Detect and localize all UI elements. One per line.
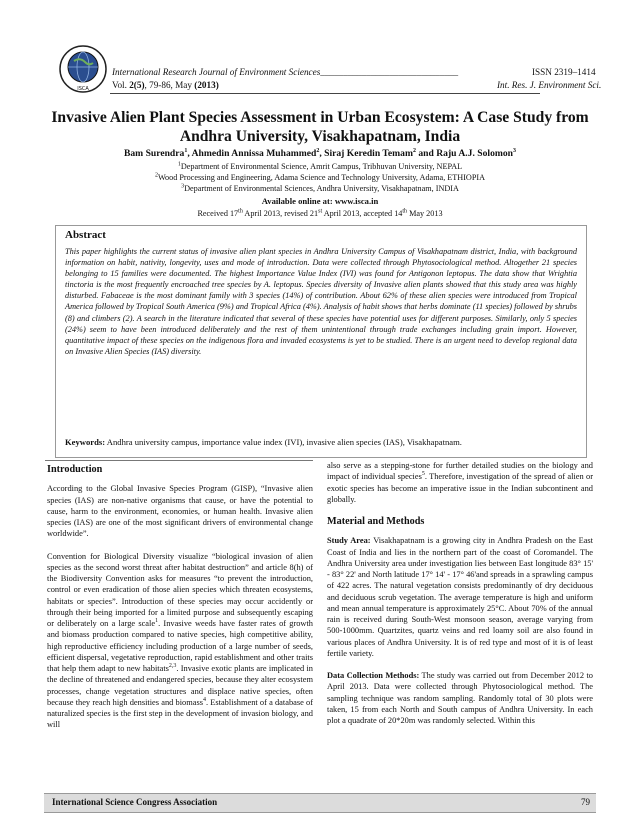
header-divider (110, 93, 540, 94)
author-3-sup: 2 (412, 147, 416, 154)
affiliation-3-sup: 3 (181, 183, 185, 190)
intro-paragraph-1: According to the Global Invasive Species Program (GISP), “Invasive alien species (IAS) are non-native organisms that cause, or have the potential to cause, harm to the environment, economies, or human health. Invasive alien species (IAS) are one of the most significant drivers of environmental change worldwide”. (47, 484, 313, 539)
intro-paragraph-2 (47, 551, 313, 731)
abstract-heading: Abstract (65, 229, 106, 241)
accepted-month: May 2013 (407, 209, 443, 218)
page-number: 79 (581, 797, 590, 807)
affiliation-3-text: Department of Environmental Sciences, Andhra University, Visakhapatnam, INDIA (184, 184, 459, 193)
volume-line (112, 80, 602, 90)
author-list (40, 148, 600, 159)
accepted-date: April 2013, accepted 14 (322, 209, 403, 218)
intro-p2-part-d: . Establishment of a database of naturalized species is the first step in the development of invasion biology, and will (47, 697, 313, 730)
data-collection-text: The study was carried out from December 2012 to April 2013. Data were collected through Phytosociological method. The sampling technique was random sampling. Randomly total of 30 plots were taken, 15 from each North and South campus of Andhra University. In each plot a quadrate of 20*20m was randomly selected. Within this (327, 671, 593, 725)
logo-text: ISCA (77, 86, 89, 92)
intro-p2-part-c: . Invasive exotic plants are implicated in the decline of threatened and endangered species, because they alter ecosystem processes, change vegetation structures and displace native species, often because they reach high densities and biomass (47, 664, 313, 707)
affiliation-1-sup: 1 (177, 161, 181, 168)
affiliation-2-text: Wood Processing and Engineering, Adama Science and Technology University, Adama, ETHIOPIA (157, 173, 486, 182)
citation-5: 5 (421, 471, 425, 478)
affiliation-2-sup: 2 (154, 172, 158, 179)
citation-4: 4 (202, 696, 206, 703)
accepted-sup: th (402, 208, 408, 215)
affiliation-1-text: Department of Environmental Science, Amrit Campus, Tribhuvan University, NEPAL (180, 162, 463, 171)
available-online: Available online at: www.isca.in (261, 196, 379, 206)
author-4-sup: 3 (513, 147, 516, 154)
study-area-label: Study Area: (327, 536, 371, 546)
vol-prefix: Vol. (112, 80, 130, 90)
received-date: Received 17 (197, 209, 239, 218)
revised-date: April 2013, revised 21 (242, 209, 319, 218)
journal-name: International Research Journal of Environment Sciences (112, 67, 321, 77)
revised-sup: st (318, 208, 323, 215)
keywords-text: Andhra university campus, importance value index (IVI), invasive alien species (IAS), Visakhapatnam. (105, 437, 462, 447)
keywords-label: Keywords: (65, 437, 106, 447)
volume: 2(5) (129, 80, 145, 90)
paper-title: Invasive Alien Plant Species Assessment in Urban Ecosystem: A Case Study from Andhra University, Visakhapatnam, India (51, 109, 589, 145)
abstract-box (55, 225, 587, 458)
data-collection-paragraph (327, 670, 593, 726)
journal-rule: ______________________________ (320, 67, 459, 77)
intro-cont-part-a: also serve as a stepping-stone for further detailed studies on the biology and impact of individual species (327, 461, 593, 482)
issn: ISSN 2319–1414 (532, 67, 596, 77)
author-4: and Raju A.J. Solomon (415, 148, 513, 159)
year: (2013) (194, 80, 219, 90)
pages: , 79-86, May (144, 80, 195, 90)
left-column (47, 460, 313, 742)
intro-continuation (327, 460, 593, 505)
introduction-heading: Introduction (47, 464, 103, 475)
page-footer (44, 793, 596, 813)
author-1: Bam Surendra (123, 148, 185, 159)
author-1-sup: 1 (184, 147, 188, 154)
right-column (327, 460, 593, 737)
citation-1: 1 (155, 618, 159, 625)
keywords (65, 437, 580, 447)
author-2: , Ahmedin Annissa Muhammed (187, 148, 317, 159)
affiliation-3 (40, 183, 600, 195)
author-3: , Siraj Keredin Temam (319, 148, 413, 159)
footer-association: International Science Congress Association (52, 797, 218, 807)
intro-cont-part-b: . Therefore, investigation of the spread of alien or exotic species has become an imperative issue in the Indian subcontinent and globally. (327, 472, 593, 504)
study-area-paragraph (327, 535, 593, 659)
intro-p2-part-a: Convention for Biological Diversity visualize “biological invasion of alien species as the second worst threat after habitat destruction” and article 8(h) of the Biodiversity Convention asks for measures “to prevent the introduction, control or even eradication of those alien species which threaten ecosystems, habitats or species”. Introduction of these species may occur accidently or through their being imported for a limited purpose and subsequently escaping or deliberately on a large scale (47, 551, 313, 628)
received-sup: th (238, 208, 243, 215)
data-collection-label: Data Collection Methods: (327, 671, 420, 680)
study-area-text: Visakhapatnam is a growing city in Andhra Pradesh on the East Coast of India and lies in the northern part of the coast of Coromandel. The Andhra University area under investigation lies between East longitude 83° 15' - 83° 22' and North latitude 17° 14' - 17° 46'and spreads in a sprawling campus of 422 acres. The natural vegetation consists predominantly of dry deciduous and deciduous scrub vegetation. The average temperature is high and uniform and mean annual temperature is approximately 25°C. About 70% of the annual rain is received during South-West monsoon season, average varying from 500-1000mm. Quartzites, quartz veins and red loamy soil are also found in various places of Andhra University. It is of red type and most of it is of least fertile variety. (327, 536, 593, 658)
received-dates (40, 209, 600, 218)
journal-abbreviation: Int. Res. J. Environment Sci. (497, 80, 602, 90)
abstract-text: This paper highlights the current status of invasive alien plant species in Andhra University Campus of Visakhapatnam district, India, with background information on habit, nativity, longevity, uses and mode of introduction. Data were collected through Phytosociological method. Altogether 21 species belonging to 15 families were documented. The highest Importance Value Index (IVI) was found for Antigonon leptopus. The data show that Wrightia tinctoria is the most frequently encroached tree species by A. leptopus. Species diversity of Invasive alien plants showed that this study area was highly disturbed. Fabaceae is the most dominant family with 3 species (14%) of contribution. About 62% of these alien species were introduced from Tropical America followed by Tropical South America (9%) and Tropical Africa (4%). Analysis of habit shows that herbs dominate (11 species) followed by shrubs (8) and climbers (2). A search in the literature indicated that several of these species have potential uses for different purposes. Similarly, only 5 species (24%) seem to have been introduced deliberately and the rest of them unintentional through trade exchanges including grain import. However, quantitative impact of these species on the indigenous flora and invaded ecosystems is yet to be studied. There is an urgent need to develop regional data on Invasive Alien Species (IAS) diversity. (65, 247, 577, 356)
journal-logo (58, 44, 108, 94)
journal-title-line (112, 67, 596, 77)
author-2-sup: 2 (316, 147, 320, 154)
intro-p2-part-b: . Invasive weeds have faster rates of growth and biomass production compared to native species, high competitive ability, high reproductive efficiency including production of a large number of seeds, efficient dispersal, vegetative reproduction, rapid establishment and other traits that help them adapt to new habitats (47, 619, 313, 673)
citation-2-3: 2,3 (168, 663, 177, 670)
methods-heading: Material and Methods (327, 516, 425, 527)
